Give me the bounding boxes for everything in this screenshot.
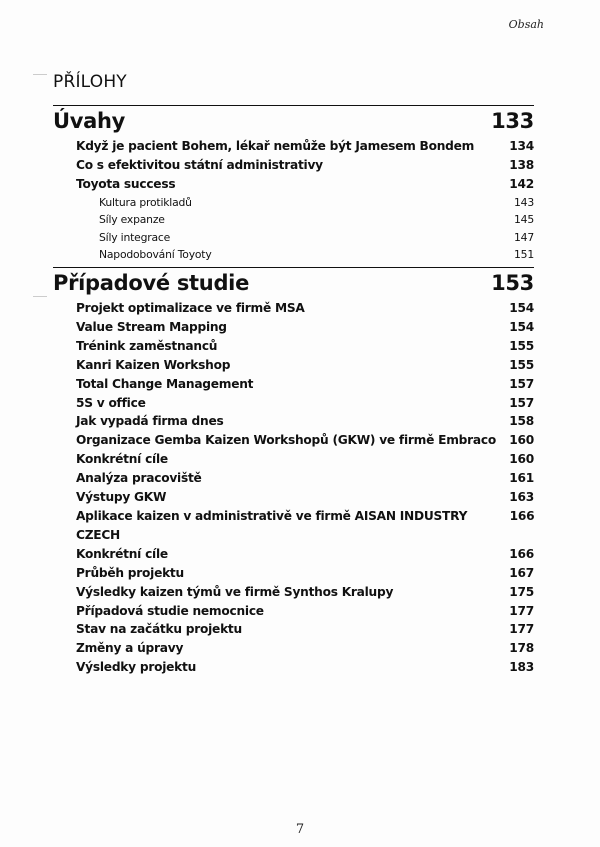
entry-title: Analýza pracoviště (76, 471, 202, 486)
entry-title: Kultura protikladů (99, 195, 192, 209)
section-heading (53, 108, 534, 134)
toc-section-uvahy (53, 105, 534, 263)
entry-title: 5S v office (76, 395, 146, 410)
entry-page: 134 (509, 139, 534, 153)
entry-page: 160 (509, 433, 534, 448)
entry-page: 166 (509, 546, 534, 561)
toc-entry (53, 469, 534, 488)
entry-page: 158 (509, 414, 534, 429)
entry-page: 154 (509, 319, 534, 334)
entry-title: Projekt optimalizace ve firmě MSA (76, 301, 305, 315)
toc-subentry (53, 246, 534, 263)
toc-entry (53, 356, 534, 375)
page-number: 7 (295, 822, 305, 837)
section-title: Případové studie (53, 271, 250, 295)
toc-subentry (53, 229, 534, 246)
entry-page: 143 (513, 195, 534, 209)
entry-title: Toyota success (76, 176, 176, 191)
entry-page: 161 (509, 471, 534, 486)
entry-title: Výstupy GKW (76, 490, 167, 505)
entry-page: 157 (509, 395, 534, 410)
entry-page: 145 (513, 213, 534, 227)
entry-title: Výsledky kaizen týmů ve firmě Synthos Kralupy (76, 584, 394, 599)
entry-title: Napodobování Toyoty (99, 247, 212, 261)
toc-entry (53, 564, 534, 583)
entry-title: Konkrétní cíle (76, 546, 168, 561)
entry-title: Value Stream Mapping (76, 319, 227, 334)
entry-title: Organizace Gemba Kaizen Workshopů (GKW) ve firmě Embraco (76, 433, 496, 448)
entry-title: Síly expanze (99, 213, 165, 227)
toc-entry (53, 507, 534, 545)
entry-page: 154 (509, 301, 534, 315)
running-head: Obsah (508, 18, 544, 31)
entry-page: 177 (509, 622, 534, 637)
margin-mark (33, 296, 47, 297)
entry-page: 178 (509, 641, 534, 656)
entry-title: Průběh projektu (76, 565, 184, 580)
toc-entries (53, 299, 534, 677)
section-page: 133 (491, 109, 534, 133)
entry-title: Stav na začátku projektu (76, 622, 242, 637)
entry-page: 138 (509, 157, 534, 172)
entry-title: Konkrétní cíle (76, 452, 168, 467)
toc-entry (53, 175, 534, 194)
toc-section-pripadove-studie (53, 267, 534, 677)
entry-title: Kanri Kaizen Workshop (76, 357, 231, 372)
toc-entry (53, 299, 534, 318)
entry-page: 142 (509, 176, 534, 191)
entry-title: Případová studie nemocnice (76, 603, 264, 618)
toc-entry (53, 639, 534, 658)
toc-entry (53, 156, 534, 175)
toc-entry (53, 394, 534, 413)
toc-entries (53, 137, 534, 263)
toc-subentry (53, 194, 534, 211)
entry-title: Když je pacient Bohem, lékař nemůže být Jamesem Bondem (76, 139, 475, 153)
toc-entry (53, 412, 534, 431)
entry-page: 157 (509, 376, 534, 391)
entry-page: 183 (509, 660, 534, 675)
toc-entry (53, 583, 534, 602)
toc-entry (53, 318, 534, 337)
toc-entry (53, 431, 534, 450)
entry-page: 167 (509, 565, 534, 580)
entry-page: 155 (509, 357, 534, 372)
entry-title: Síly integrace (99, 230, 171, 244)
entry-page: 155 (509, 338, 534, 353)
toc-subentry (53, 211, 534, 228)
section-heading (53, 270, 534, 296)
entry-title: Aplikace kaizen v administrativě ve firmě AISAN INDUSTRY CZECH (76, 508, 468, 542)
entry-page: 163 (509, 490, 534, 505)
entry-title: Změny a úpravy (76, 641, 184, 656)
toc-entry (53, 337, 534, 356)
toc-entry (53, 375, 534, 394)
entry-title: Výsledky projektu (76, 660, 196, 675)
entry-page: 160 (509, 452, 534, 467)
entry-title: Co s efektivitou státní administrativy (76, 157, 323, 172)
entry-page: 151 (513, 247, 534, 261)
entry-page: 175 (509, 584, 534, 599)
margin-mark (33, 74, 47, 75)
appendix-title: PŘÍLOHY (53, 72, 127, 92)
toc-entry (53, 488, 534, 507)
section-page: 153 (491, 271, 534, 295)
toc-entry (53, 545, 534, 564)
toc-entry (53, 602, 534, 621)
entry-page: 147 (513, 230, 534, 244)
toc-entry (53, 658, 534, 677)
entry-page: 177 (509, 603, 534, 618)
entry-title: Total Change Management (76, 376, 254, 391)
section-rule (53, 105, 534, 106)
toc-entry (53, 450, 534, 469)
section-rule (53, 267, 534, 268)
entry-title: Jak vypadá firma dnes (76, 414, 224, 429)
section-title: Úvahy (53, 109, 126, 133)
entry-page: 166 (509, 508, 535, 523)
toc-entry (53, 620, 534, 639)
entry-title: Trénink zaměstnanců (76, 338, 218, 353)
toc-entry (53, 137, 534, 156)
